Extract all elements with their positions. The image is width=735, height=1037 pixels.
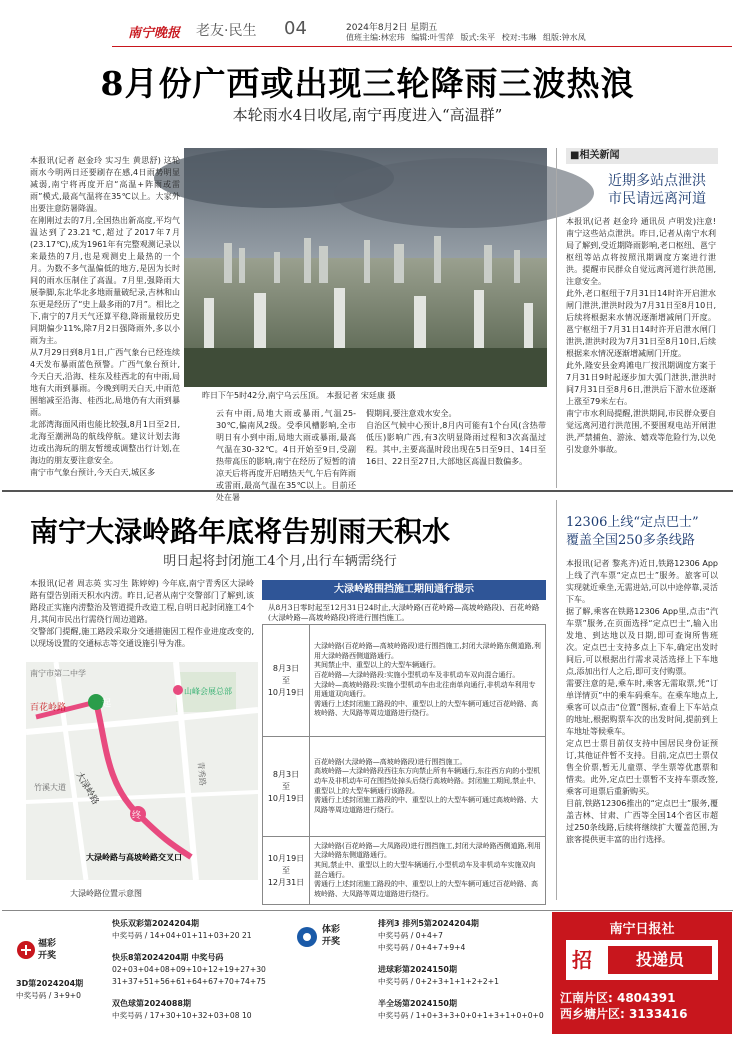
article3-body: 本报讯(记者 黎兆齐)近日,铁路12306 App上线了汽车票“定点巴士”服务。旅客可以实现就近乘坐,无需进站,可以中途停靠,灵活下车。 据了解,乘客在铁路12306 App里,点击“汽车票”服务,在页面选择“定点巴士”,输入出发地、到达地以及日期,即可查询所售班次。定点巴士支持多点上下车,确定出发时间后,可以根据出行需求灵活选择上下车地点,添加出行人之后,即可支付购票。 需要注意的是,乘车时,乘客无需取票,凭“订单详情页”中的乘车码乘车。在乘车地点上,乘客可以点击“位置”图标,查看上下车站点的地址,根据购票车次的出发时间,提前到上车地址等候乘车。 定点巴士票目前仅支持中国居民身份证预订,其他证件暂不支持。目前,定点巴士票仅售全价票,暂无儿童票、学生票等优惠票和惜卖。此外,定点巴士票暂不支持车票改签,乘客可退票后重新购买。 目前,铁路12306推出的“定点巴士”服务,覆盖吉林、甘肃、广西等全国14个省区市超过250条线路,后续将继续扩大覆盖范围,为旅客提供更丰富的出行选择。 [566, 559, 718, 844]
article2-col1: 本报讯(记者 周志英 实习生 陈婷婷) 今年底,南宁青秀区大渌岭路有望告别雨天积水内涝。昨日,记者从南宁交警部门了解到,该路段正实施内涝整治及管道提升改造工程,自明日起封闭施工4个月,其间市民出行需绕行周边道路。 交警部门提醒,施工路段采取分交通措施因工程作业进度改变的,以现场设置的交通标志等交通设施引导为准。 [30, 579, 254, 648]
table-date-cell: 10月19日 至 12月31日 [263, 837, 310, 905]
table-title: 大渌岭路围挡施工期间通行提示 [262, 580, 546, 600]
table-row [263, 625, 546, 737]
headline-12306-1: 12306上线“定点巴士” [566, 515, 699, 530]
ad-job: 投递员 [608, 946, 712, 974]
masthead-rule [112, 46, 732, 47]
table-date-cell: 8月3日 至 10月19日 [263, 625, 310, 737]
fuli-3d: 3D第2024204期 中奖号码 / 3+9+0 [16, 979, 84, 1000]
ad-org: 南宁日报社 [609, 922, 675, 937]
subhead-road: 明日起将封闭施工4个月,出行车辆需绕行 [163, 554, 397, 569]
issue-date: 2024年8月2日 星期五 [346, 23, 438, 33]
map-label-school: 南宁市第二中学 [30, 669, 86, 678]
map-label-baihualing: 百花岭路 [30, 703, 67, 713]
city-photo [184, 148, 547, 387]
masthead-logo: 南宁晚报 [128, 26, 181, 41]
start-label: 起 [102, 699, 112, 709]
map-label-intersection: 大渌岭路与高坡岭路交叉口 [86, 853, 182, 862]
traffic-table [262, 624, 546, 905]
map-label-zhuxi: 竹溪大道 [34, 783, 66, 792]
welfare-lottery-icon [16, 940, 36, 960]
article1-col1: 本报讯(记者 赵金玲 实习生 黄思舒) 这轮雨水今明两日还要刷存在感,4日雨势明显减弱,南宁将再度开启“高温+阵雨或雷雨”模式,最高气温将在35℃以上。大家外出要注意防暑降温。 在刚刚过去的7月,全国热出新高度,平均气温达到了23.21℃,超过了2017年7月(23.17℃),成为1961年有完整观测记录以来最热的7月,也是观测史上最热的一个月。为数不多气温偏低的地方,是因为长时间的雨水压制住了高温。7月里,强降雨大展拳脚,东北华北多地雨量破纪录,吉林和山东更是经历了“史上最多雨的7月”。相比之下,南宁的7月天气还算平稳,降雨量较历史同期偏少11%,除7月2日强降雨外,多以小雨为主。 从7月29日到8月1日,广西气象台已经连续4天发布暴雨蓝色预警。广西气象台预计,今天白天,沿海、桂东及桂西北的有中雨,局地有大雨到暴雨。今晚到明天白天,中雨范围缩减至沿海、桂西北,局地仍有大雨到暴雨。 北部湾海面风雨也能比较强,8月1日至2日,北海至潮洲岛的航线停航。建议计划去海边或出海玩的朋友暂缓或调整出行计划,在海边的朋友要注意安全。 南宁市气象台预计,今天白天,城区多 [30, 156, 180, 477]
section-divider [2, 490, 733, 492]
road-map [26, 662, 258, 880]
sidebar-body: 本报讯(记者 赵金玲 通讯员 卢明发)注意!南宁这些站点泄洪。昨日,记者从南宁水利局了解到,受近期降雨影响,老口枢纽、邕宁枢纽等站点将按照汛期调度方案进行泄洪。提醒市民群众自觉远离河道行洪范围,注意安全。 此外,老口枢纽于7月31日14时许开启泄水闸门泄洪,泄洪时段为7月31日至8月10日,后续将根据来水情况逐渐增减闸门开度。邕宁枢纽于7月31日14时许开启泄水闸门泄洪,泄洪时段为7月31日至8月10日,后续根据来水情况逐渐增减闸门开度。 此外,隆安县金鸡滩电厂按汛期调度方案于7月31日9时起逐步加大弧门泄洪,泄洪时间7月31日至8月6日,泄洪后下游水位逐渐上涨至79米左右。 南宁市水利局提醒,泄洪期间,市民群众要自觉远离河道行洪范围,不要围观电站开闸泄洪,严禁捕鱼、游泳、嬉戏等危险行为,以免引发意外事故。 [566, 217, 716, 454]
jinqiucai: 进球彩第2024150期 中奖号码 / 0+2+3+1+1+2+2+1 [378, 965, 499, 986]
end-label: 终 [132, 811, 142, 821]
table-row [263, 737, 546, 837]
shuangseqiu: 双色球第2024088期 中奖号码 / 17+30+10+32+03+08 10 [112, 999, 252, 1020]
map-caption: 大渌岭路位置示意图 [70, 889, 142, 898]
table-desc-cell: 大渌岭路(百花岭路—大凤路段)进行围挡施工,封闭大渌岭路西侧道路,利用大渌岭路东侧道路通行。 其间,禁止中、重型以上的大型车辆通行,小型机动车及非机动车实施双向混合通行。 需通行上述封闭施工路段的中、重型以上的大型车辆可通过百花岭路、高坡岭路、大凤路等周边道路进行绕行。 [310, 837, 546, 905]
photo-caption: 昨日下午5时42分,南宁乌云压顶。 本报记者 宋廷康 摄 [202, 391, 396, 400]
lottery-rule [2, 910, 733, 911]
staff-credits: 值班主编:林宏玮 编辑:叶雪萍 版式:朱平 校对:韦琳 组版:钟水凤 [346, 33, 586, 42]
headline-12306-2: 覆盖全国250多条线路 [566, 533, 695, 548]
sidebar-headline-2: 市民请远离河道 [608, 191, 706, 207]
tice-label: 体彩 开奖 [322, 925, 341, 947]
headline-road: 南宁大渌岭路年底将告别雨天积水 [30, 515, 451, 548]
kuaile8: 快乐8第2024204期 中奖号码 02+03+04+08+09+10+12+19+27+30 31+37+51+56+61+64+67+70+74+75 [112, 953, 266, 986]
sidebar2-divider [556, 500, 557, 900]
ad-zhao: 招 [572, 948, 592, 972]
table-row [263, 837, 546, 905]
section-title: 老友·民生 [196, 23, 257, 39]
kuaile-shuangcai: 快乐双彩第2024204期 中奖号码 / 14+04+01+11+03+20 21 [112, 919, 252, 940]
location-pin-icon [173, 685, 183, 695]
headline-rain: 8月份广西或出现三轮降雨三波热浪 [100, 64, 635, 103]
pailie: 排列3 排列5第2024204期 中奖号码 / 0+4+7 中奖号码 / 0+4+7+9+4 [378, 919, 479, 952]
page-number: 04 [284, 18, 307, 39]
map-label-hq: 山峰会展总部 [184, 687, 232, 696]
subhead-rain: 本轮雨水4日收尾,南宁再度进入“高温群” [232, 106, 503, 124]
table-desc-cell: 百花岭路(大渌岭路—高坡岭路段)进行围挡施工。 高坡岭路—大渌岭路段西往东方向禁止所有车辆通行,东往西方向的小型机动车及非机动车可在围挡处掉头后绕行高坡岭路。封闭施工期间,禁止中、重型以上的大型车辆通行该路段。 需通行上述封闭施工路段的中、重型以上的大型车辆可通过高坡岭路、大凤路等周边道路进行绕行。 [310, 737, 546, 837]
table-intro: 从8月3日零时起至12月31日24时止,大渌岭路(百花岭路—高坡岭路段)、百花岭路(大渌岭路—高坡岭路段)将进行围挡施工。 [268, 603, 540, 622]
map-label-daluling: 大渌岭路 [73, 770, 101, 807]
banquanchang: 半全场第2024150期 中奖号码 / 1+0+3+3+0+0+1+3+1+0+0+0 [378, 999, 544, 1020]
sidebar-divider [556, 148, 557, 488]
sports-lottery-icon [296, 926, 318, 948]
related-news-tag: ■相关新闻 [566, 148, 718, 164]
article1-col3: 假期间,要注意戏水安全。 自治区气候中心预计,8月内可能有1个台风(含热带低压)影响广西,有3次明显降雨过程和3次高温过程。其中,主要高温时段出现在5日至9日、14日至16日、22日至27日,大部地区高温日数偏多。 [366, 409, 546, 466]
sidebar-headline-1: 近期多站点泄洪 [608, 173, 706, 189]
ad-phones: 江南片区: 4804391 西乡塘片区: 3133416 [560, 991, 688, 1021]
table-date-cell: 8月3日 至 10月19日 [263, 737, 310, 837]
table-desc-cell: 大渌岭路(百花岭路—高坡岭路段)进行围挡施工,封闭大渌岭路东侧道路,利用大渌岭路西侧道路通行。 其间禁止中、重型以上的大型车辆通行。 百花岭路—大渌岭路段:实施小型机动车及非机动车双向混合通行。 大渌岭—高坡岭路段:实施小型机动车由北往南单向通行,非机动车利用专用通道双向通行。 需通行上述封闭施工路段的中、重型以上的大型车辆可通过百花岭路、高坡岭路、大凤路等周边道路进行绕行。 [310, 625, 546, 737]
fuli-label: 福彩 开奖 [38, 939, 57, 961]
article1-col2: 云有中雨,局地大雨或暴雨,气温25-30℃,偏南风2级。受季风槽影响,全市明日有小到中雨,局地大雨或暴雨,最高气温在30-32℃。4日开始至9日,受副热带高压的影响,南宁在经历了短暂的清凉天后将再度开启晴热天气,午后有阵雨或雷雨,最高气温在35℃以上。目前还处在暑 [216, 409, 356, 502]
map-label-qingxiu: 青秀路 [196, 761, 208, 787]
